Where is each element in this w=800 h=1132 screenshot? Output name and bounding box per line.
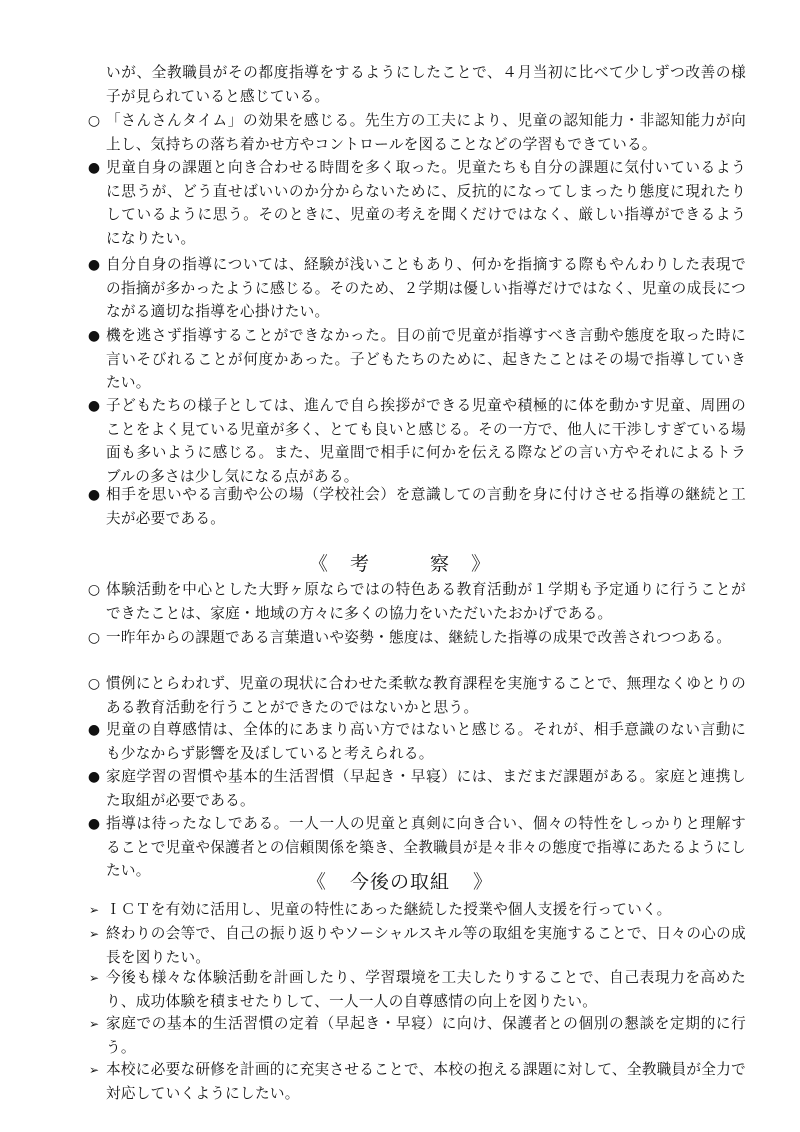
consideration-item-text: 児童の自尊感情は、全体的にあまり高い方ではないと感じる。それが、相手意識のない言動にも少なからず影響を及ぼしていると考えられる。 [106,721,746,762]
circle-bullet-icon: ○ [87,113,101,129]
consideration-heading [0,550,800,578]
reflection-item [86,483,746,530]
arrow-bullet-icon: ➢ [88,971,100,985]
circle-bullet-icon: ○ [87,676,101,692]
reflection-item [86,109,746,156]
heading-close-bracket: 》 [473,871,494,893]
reflection-item [86,156,746,250]
consideration-item [86,578,746,625]
consideration-item-text: 体験活動を中心とした大野ヶ原ならではの特色ある教育活動が１学期も予定通りに行うことができたことは、家庭・地域の方々に多くの協力をいただいたおかげである。 [106,581,746,622]
reflection-item [86,324,746,395]
future-initiatives-heading [0,868,800,896]
reflection-item-text: 「さんさんタイム」の効果を感じる。先生方の工夫により、児童の認知能力・非認知能力が向上し、気持ちの落ち着かせ方やコントロールを図ることなどの学習もできている。 [106,112,746,153]
heading-open-bracket: 《 [308,553,329,575]
consideration-heading-title: 考 察 [349,553,450,575]
reflection-item-text: 機を逃さず指導することができなかった。目の前で児童が指導すべき言動や態度を取った時に言いそびれることが何度かあった。子どもたちのために、起きたことはその場で指導していきたい。 [106,327,746,391]
reflection-item-text: 相手を思いやる言動や公の場（学校社会）を意識しての言動を身に付けさせる指導の継続と工夫が必要である。 [106,486,746,527]
reflection-item [86,394,746,488]
filled-circle-bullet-icon: ● [87,257,101,273]
future-item [86,1058,746,1105]
future-item [86,1012,746,1059]
consideration-item [86,626,746,650]
arrow-bullet-icon: ➢ [88,1063,100,1077]
filled-circle-bullet-icon: ● [87,769,101,785]
filled-circle-bullet-icon: ● [87,816,101,832]
consideration-item-text: 家庭学習の習慣や基本的生活習慣（早起き・早寝）には、まだまだ課題がある。家庭と連携した取組が必要である。 [106,768,746,809]
arrow-bullet-icon: ➢ [88,903,100,917]
future-heading-title: 今後の取組 [349,871,450,893]
continued-paragraph [106,61,746,108]
future-item [86,966,746,1013]
future-item-text: 終わりの会等で、自己の振り返りやソーシャルスキル等の取組を実施することで、日々の心の成長を図りたい。 [106,925,746,966]
future-item-text: 今後も様々な体験活動を計画したり、学習環境を工夫したりすることで、自己表現力を高めたり、成功体験を積ませたりして、一人一人の自尊感情の向上を図りたい。 [106,969,746,1010]
future-item [86,922,746,969]
consideration-item-text: 慣例にとらわれず、児童の現状に合わせた柔軟な教育課程を実施することで、無理なくゆとりのある教育活動を行うことができたのではないかと思う。 [106,675,746,716]
arrow-bullet-icon: ➢ [88,1017,100,1031]
reflection-item [86,253,746,324]
consideration-item-text: 指導は待ったなしである。一人一人の児童と真剣に向き合い、個々の特性をしっかりと理解することで児童や保護者との信頼関係を築き、全教職員が是々非々の態度で指導にあたるようにしたい。 [106,815,746,879]
filled-circle-bullet-icon: ● [87,487,101,503]
filled-circle-bullet-icon: ● [87,328,101,344]
consideration-item [86,718,746,765]
future-item [86,898,746,922]
reflection-item-text: 児童自身の課題と向き合わせる時間を多く取った。児童たちも自分の課題に気付いているように思うが、どう直せばいいのか分からないために、反抗的になってしまったり態度に現れたりしているように思う。そのときに、児童の考えを聞くだけではなく、厳しい指導ができるようになりたい。 [106,159,746,247]
future-item-text: ＩＣＴを有効に活用し、児童の特性にあった継続した授業や個人支援を行っていく。 [106,901,672,918]
continued-paragraph-text: いが、全教職員がその都度指導をするようにしたことで、４月当初に比べて少しずつ改善の様子が見られていると感じている。 [106,64,746,105]
future-item-text: 本校に必要な研修を計画的に充実させることで、本校の抱える課題に対して、全教職員が全力で対応していくようにしたい。 [106,1061,746,1102]
consideration-item-text: 一昨年からの課題である言葉遣いや姿勢・態度は、継続した指導の成果で改善されつつある。 [106,629,732,646]
reflection-item-text: 子どもたちの様子としては、進んで自ら挨拶ができる児童や積極的に体を動かす児童、周囲のことをよく見ている児童が多く、とても良いと感じる。その一方で、他人に干渉しすぎている場面も多いように感じる。また、児童間で相手に何かを伝える際などの言い方やそれによるトラブルの多さは少し気になる点がある。 [106,397,746,485]
arrow-bullet-icon: ➢ [88,927,100,941]
reflection-item-text: 自分自身の指導については、経験が浅いこともあり、何かを指摘する際もやんわりした表現での指摘が多かったように感じる。そのため、２学期は優しい指導だけではなく、児童の成長につながる適切な指導を心掛けたい。 [106,256,746,320]
filled-circle-bullet-icon: ● [87,398,101,414]
future-item-text: 家庭での基本的生活習慣の定着（早起き・早寝）に向け、保護者との個別の懇談を定期的に行う。 [106,1015,746,1056]
circle-bullet-icon: ○ [87,582,101,598]
filled-circle-bullet-icon: ● [87,722,101,738]
heading-open-bracket: 《 [306,871,327,893]
circle-bullet-icon: ○ [87,630,101,646]
consideration-item [86,765,746,812]
consideration-item [86,672,746,719]
heading-close-bracket: 》 [471,553,492,575]
filled-circle-bullet-icon: ● [87,160,101,176]
